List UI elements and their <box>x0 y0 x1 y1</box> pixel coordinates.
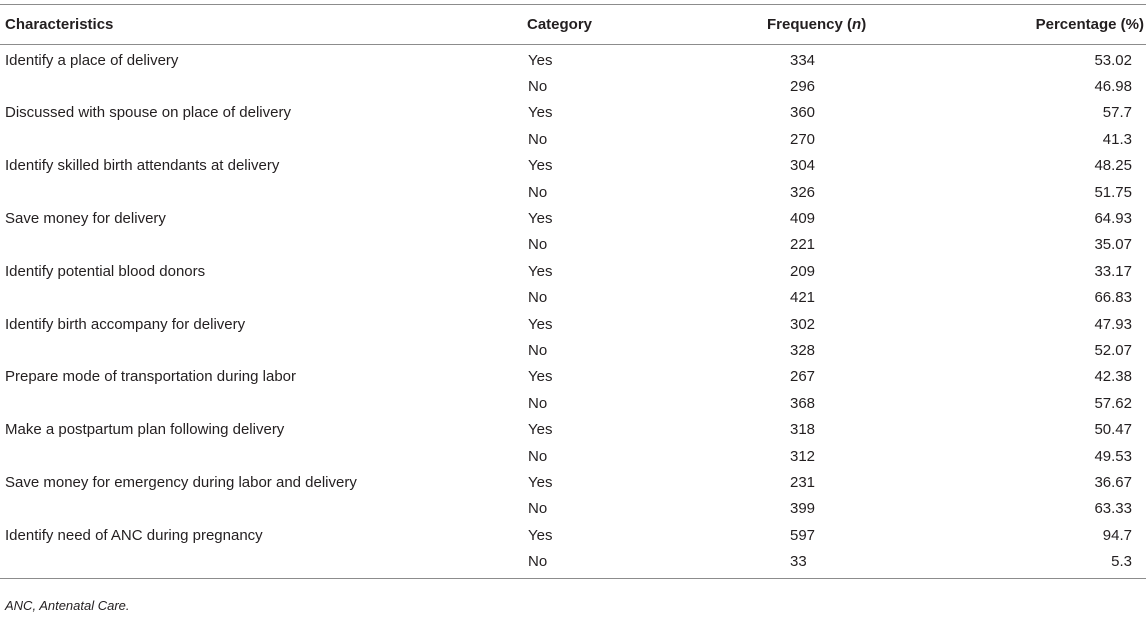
cell-percentage: 50.47 <box>1094 421 1132 439</box>
cell-percentage: 5.3 <box>1111 553 1132 571</box>
cell-characteristic <box>0 126 527 152</box>
cell-percentage: 33.17 <box>1094 262 1132 280</box>
cell-characteristic <box>0 496 527 522</box>
table-row <box>0 443 1146 469</box>
cell-frequency: 302 <box>790 315 816 333</box>
cell-percentage: 47.93 <box>1094 315 1132 333</box>
cell-category: No <box>528 341 548 359</box>
cell-category: Yes <box>528 210 553 228</box>
cell-category: Yes <box>528 157 553 175</box>
cell-percentage: 36.67 <box>1094 473 1132 491</box>
cell-percentage: 46.98 <box>1094 78 1132 96</box>
cell-characteristic: Save money for delivery <box>5 210 166 228</box>
cell-percentage: 51.75 <box>1094 183 1132 201</box>
cell-category: Yes <box>528 51 553 69</box>
cell-category: No <box>528 183 548 201</box>
table-row <box>0 285 1146 311</box>
cell-frequency: 312 <box>790 447 816 465</box>
cell-frequency: 360 <box>790 104 816 122</box>
cell-characteristic: Identify birth accompany for delivery <box>5 315 246 333</box>
cell-characteristic <box>0 337 527 363</box>
cell-characteristic <box>0 73 527 99</box>
cell-category: No <box>528 553 548 571</box>
cell-category: Yes <box>528 262 553 280</box>
table-row <box>0 126 1146 152</box>
cell-frequency: 399 <box>790 500 816 518</box>
table-row <box>0 496 1146 522</box>
cell-frequency: 334 <box>790 51 816 69</box>
cell-percentage: 48.25 <box>1094 157 1132 175</box>
cell-characteristic: Identify skilled birth attendants at delivery <box>5 157 280 175</box>
cell-characteristic <box>0 548 527 578</box>
table-row <box>0 337 1146 363</box>
table-row <box>0 179 1146 205</box>
header-frequency-suffix: ) <box>861 16 867 33</box>
cell-percentage: 42.38 <box>1094 368 1132 386</box>
cell-category: No <box>528 236 548 254</box>
table-footnote: ANC, Antenatal Care. <box>5 598 130 613</box>
cell-percentage: 66.83 <box>1094 289 1132 307</box>
cell-frequency: 326 <box>790 183 816 201</box>
cell-characteristic: Discussed with spouse on place of delivery <box>5 104 291 122</box>
table-row <box>0 390 1146 416</box>
cell-percentage: 53.02 <box>1094 51 1132 69</box>
cell-percentage: 52.07 <box>1094 341 1132 359</box>
cell-characteristic: Make a postpartum plan following delivery <box>5 421 285 439</box>
table-row <box>0 153 1146 179</box>
cell-frequency: 318 <box>790 421 816 439</box>
cell-characteristic: Prepare mode of transportation during labor <box>5 368 297 386</box>
cell-characteristic: Identify a place of delivery <box>5 51 179 69</box>
cell-frequency: 409 <box>790 210 816 228</box>
cell-frequency: 597 <box>790 526 816 544</box>
cell-characteristic <box>0 232 527 258</box>
table-row <box>0 311 1146 337</box>
cell-frequency: 221 <box>790 236 816 254</box>
cell-frequency: 296 <box>790 78 816 96</box>
cell-category: No <box>528 447 548 465</box>
header-category: Category <box>527 16 593 33</box>
cell-frequency: 270 <box>790 130 816 148</box>
cell-percentage: 63.33 <box>1094 500 1132 518</box>
cell-category: Yes <box>528 421 553 439</box>
table-row <box>0 100 1146 126</box>
cell-characteristic <box>0 179 527 205</box>
cell-frequency: 328 <box>790 341 816 359</box>
header-characteristics: Characteristics <box>5 16 114 33</box>
table-row <box>0 522 1146 548</box>
cell-characteristic <box>0 285 527 311</box>
birth-preparedness-table <box>0 4 1146 579</box>
cell-category: Yes <box>528 104 553 122</box>
table-row <box>0 548 1146 578</box>
cell-category: No <box>528 130 548 148</box>
table-row <box>0 205 1146 231</box>
cell-characteristic: Identify need of ANC during pregnancy <box>5 526 263 544</box>
cell-frequency: 33 <box>790 553 807 571</box>
cell-percentage: 35.07 <box>1094 236 1132 254</box>
table-row <box>0 416 1146 442</box>
header-frequency <box>757 5 927 45</box>
cell-frequency: 304 <box>790 157 816 175</box>
table-row <box>0 364 1146 390</box>
table-row <box>0 73 1146 99</box>
cell-characteristic <box>0 443 527 469</box>
table-header <box>0 5 1146 45</box>
cell-percentage: 57.7 <box>1102 104 1132 122</box>
table-body <box>0 45 1146 579</box>
header-frequency-n: n <box>852 16 862 33</box>
cell-characteristic <box>0 390 527 416</box>
table-row <box>0 45 1146 74</box>
cell-percentage: 41.3 <box>1102 130 1132 148</box>
header-row <box>0 5 1146 45</box>
header-percentage: Percentage (%) <box>1035 16 1144 33</box>
cell-category: Yes <box>528 473 553 491</box>
cell-frequency: 368 <box>790 394 816 412</box>
header-frequency-prefix: Frequency ( <box>767 16 853 33</box>
cell-category: No <box>528 289 548 307</box>
cell-percentage: 49.53 <box>1094 447 1132 465</box>
table-row <box>0 258 1146 284</box>
cell-percentage: 94.7 <box>1102 526 1132 544</box>
cell-category: No <box>528 394 548 412</box>
cell-frequency: 231 <box>790 473 816 491</box>
cell-characteristic: Save money for emergency during labor and delivery <box>5 473 357 491</box>
cell-category: No <box>528 78 548 96</box>
table-row <box>0 469 1146 495</box>
cell-characteristic: Identify potential blood donors <box>5 262 206 280</box>
cell-frequency: 267 <box>790 368 816 386</box>
cell-category: Yes <box>528 315 553 333</box>
cell-frequency: 421 <box>790 289 816 307</box>
cell-category: No <box>528 500 548 518</box>
cell-frequency: 209 <box>790 262 816 280</box>
cell-category: Yes <box>528 368 553 386</box>
table-row <box>0 232 1146 258</box>
cell-percentage: 64.93 <box>1094 210 1132 228</box>
cell-percentage: 57.62 <box>1094 394 1132 412</box>
cell-category: Yes <box>528 526 553 544</box>
